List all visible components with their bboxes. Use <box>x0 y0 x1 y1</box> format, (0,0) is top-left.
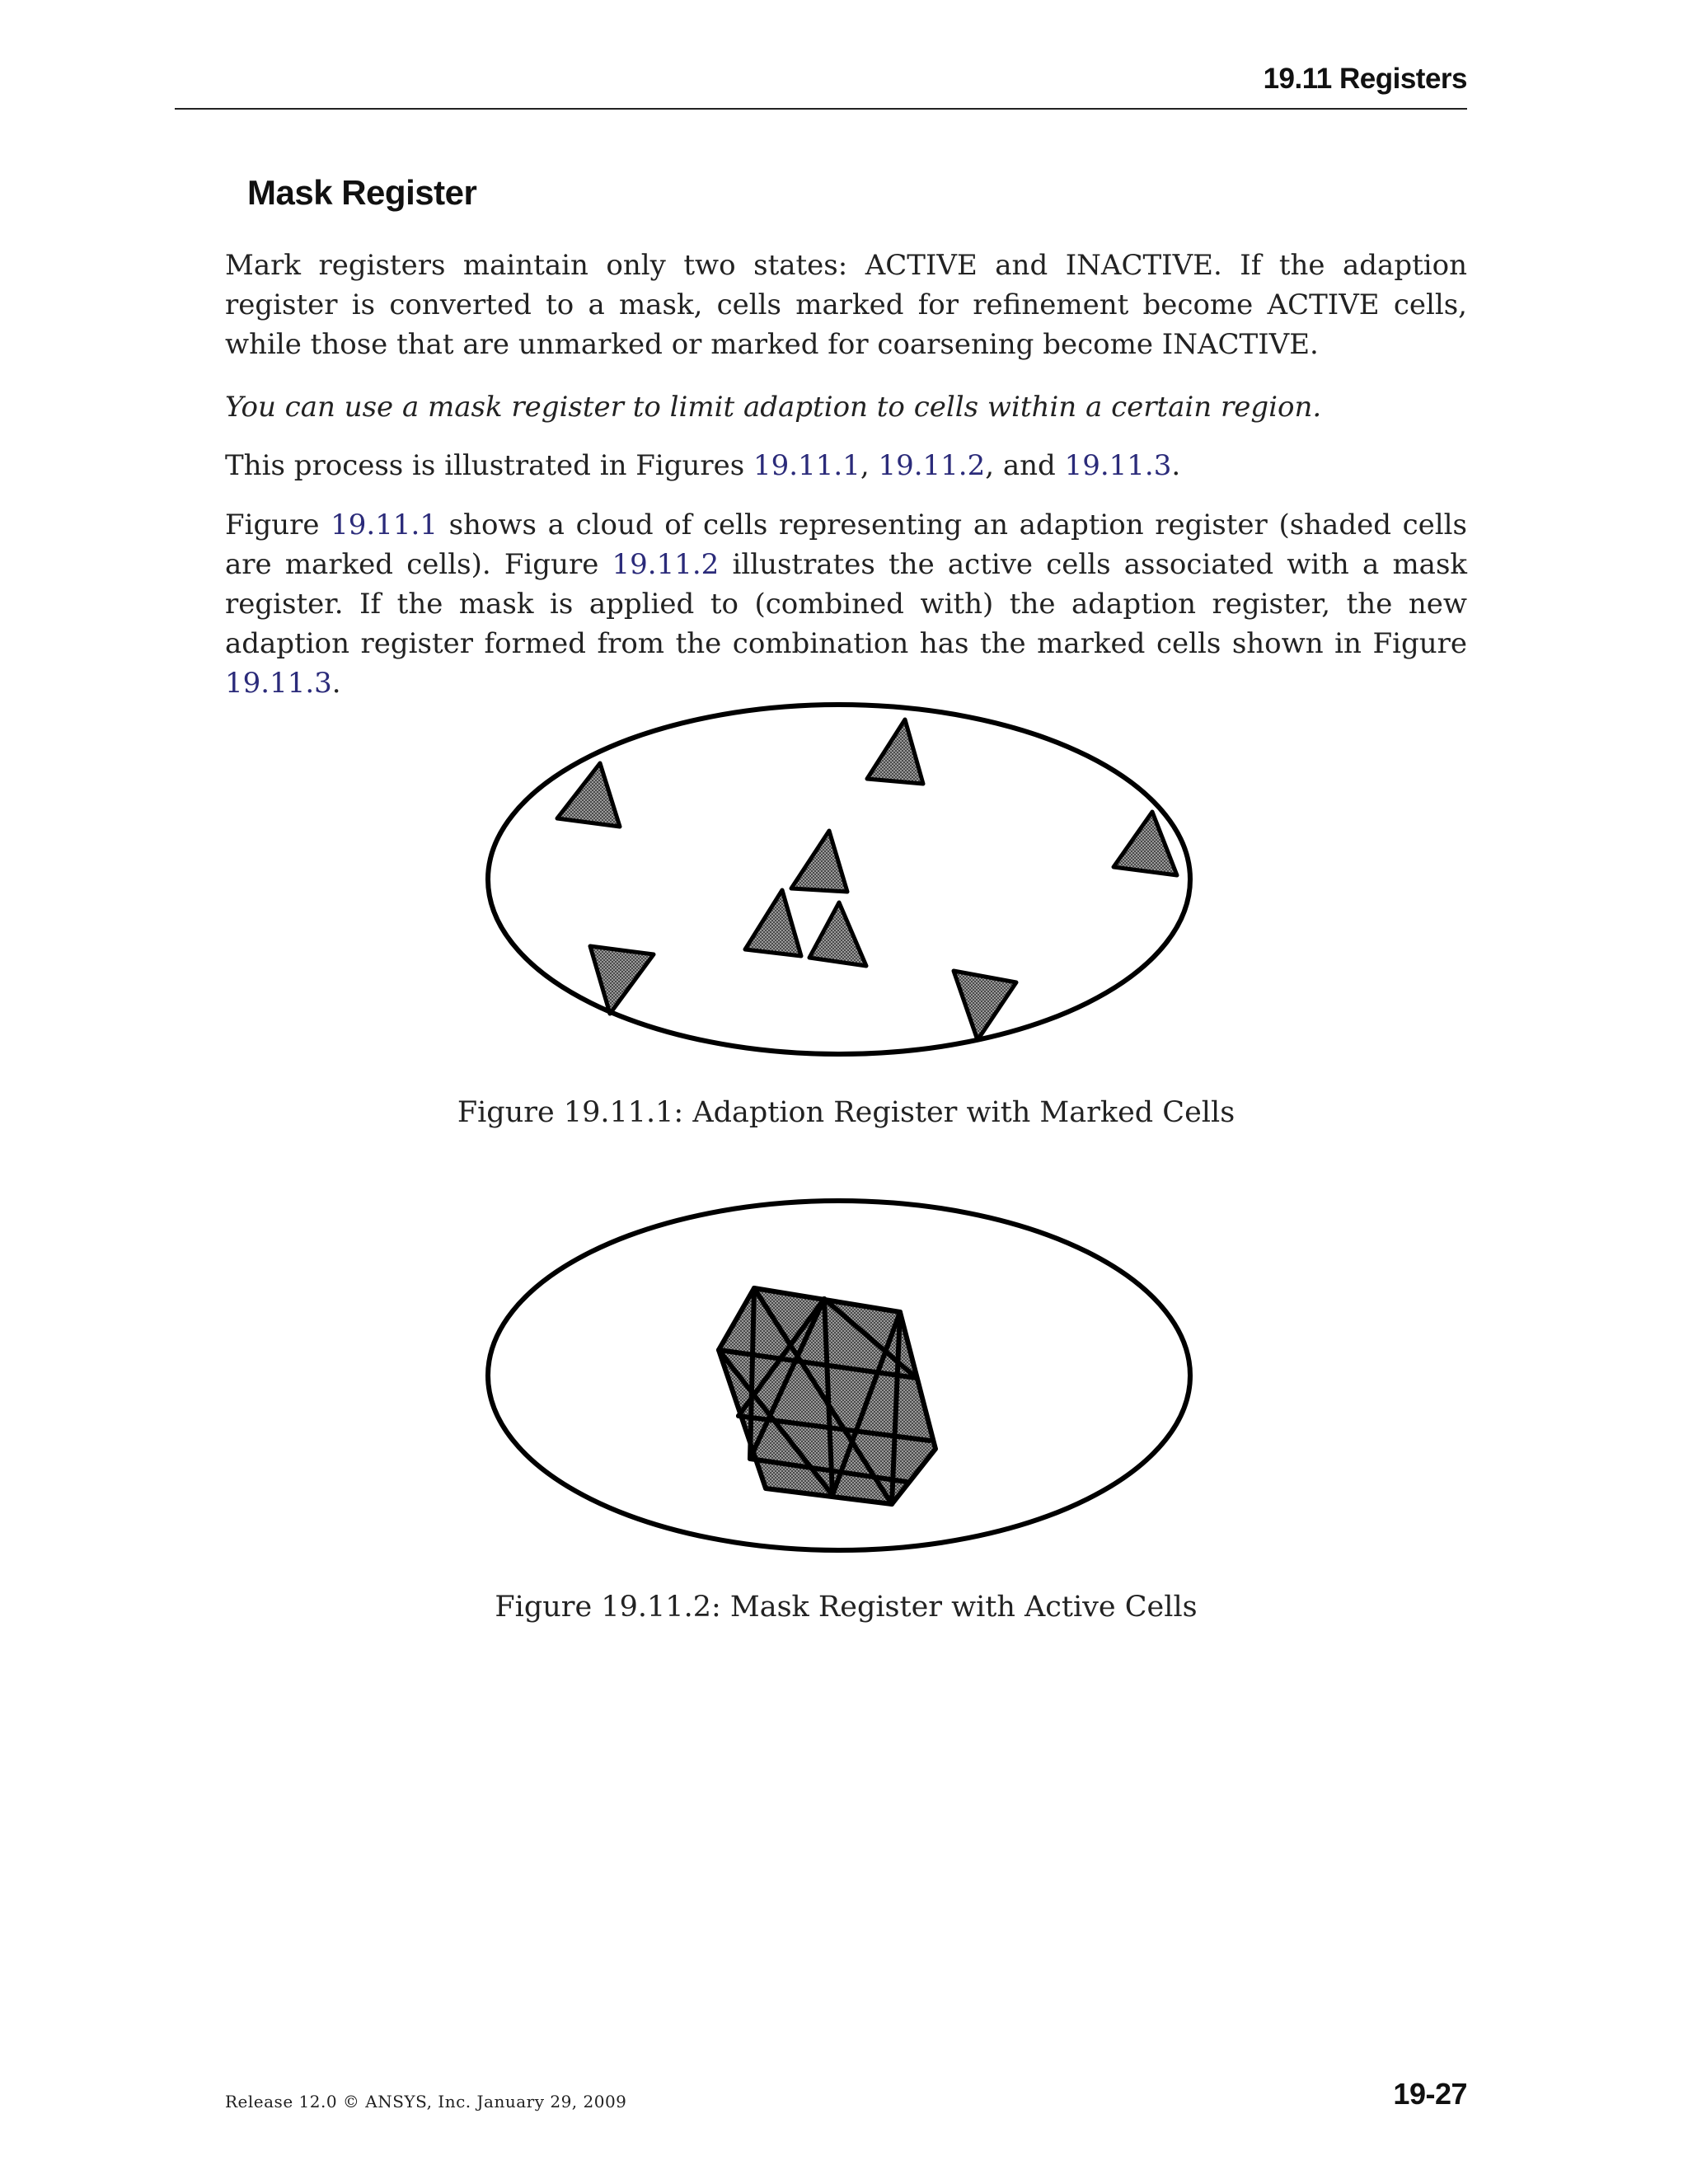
text-run: . <box>331 667 341 700</box>
paragraph-mask-states: Mark registers maintain only two states: ACTIVE and INACTIVE. If the adaption register is converted to a mask, cells marked for refinement become ACTIVE cells, while those that are unmarked or marked for coarsening become INACTIVE. <box>225 249 1467 361</box>
text-run: , <box>860 449 879 482</box>
text-run: . <box>1171 449 1181 482</box>
figure-caption-1: Figure 19.11.1: Adaption Register with Marked Cells <box>457 1096 1236 1129</box>
marked-cell <box>590 946 654 1014</box>
figure-link-19-11-1[interactable]: 19.11.1 <box>331 509 438 541</box>
marked-cell <box>791 831 847 892</box>
text-run: Figure <box>225 509 331 541</box>
marked-cell <box>745 890 801 956</box>
running-header-title: 19.11 Registers <box>1263 63 1467 95</box>
text-run: illustrates the active cells associated with a mask register. If the mask is applied to (combined with) the adaption register, the new adaption register formed from the combination has the marked cells shown in Figure <box>225 548 1468 660</box>
marked-cell <box>867 719 923 784</box>
figure-link-19-11-3[interactable]: 19.11.3 <box>225 667 332 700</box>
figure-caption-2: Figure 19.11.2: Mask Register with Active Cells <box>495 1591 1198 1624</box>
text-run: , and <box>985 449 1065 482</box>
paragraph-figure-description <box>225 505 1467 703</box>
section-heading: Mask Register <box>247 173 477 212</box>
figure-adaption-register <box>478 692 1203 1071</box>
figure-link-19-11-2[interactable]: 19.11.2 <box>878 449 986 482</box>
figure-link-19-11-1[interactable]: 19.11.1 <box>753 449 860 482</box>
figure-mask-register <box>478 1187 1203 1566</box>
figure-link-19-11-3[interactable]: 19.11.3 <box>1064 449 1172 482</box>
text-run: This process is illustrated in Figures <box>225 449 754 482</box>
paragraph-mask-usage-note: You can use a mask register to limit adaption to cells within a certain region. <box>225 391 1322 424</box>
footer-release-info: Release 12.0 © ANSYS, Inc. January 29, 2009 <box>225 2092 627 2111</box>
marked-cell <box>954 971 1016 1040</box>
paragraph-process-figures <box>225 446 1467 485</box>
marked-cell <box>557 763 620 827</box>
page-number: 19-27 <box>1393 2077 1467 2111</box>
text-run: shows a cloud of cells representing an adaption register (shaded cells are marked cells). Figure <box>225 509 1467 581</box>
figure-link-19-11-2[interactable]: 19.11.2 <box>612 548 720 581</box>
marked-cell <box>809 902 866 966</box>
header-rule <box>175 108 1467 110</box>
